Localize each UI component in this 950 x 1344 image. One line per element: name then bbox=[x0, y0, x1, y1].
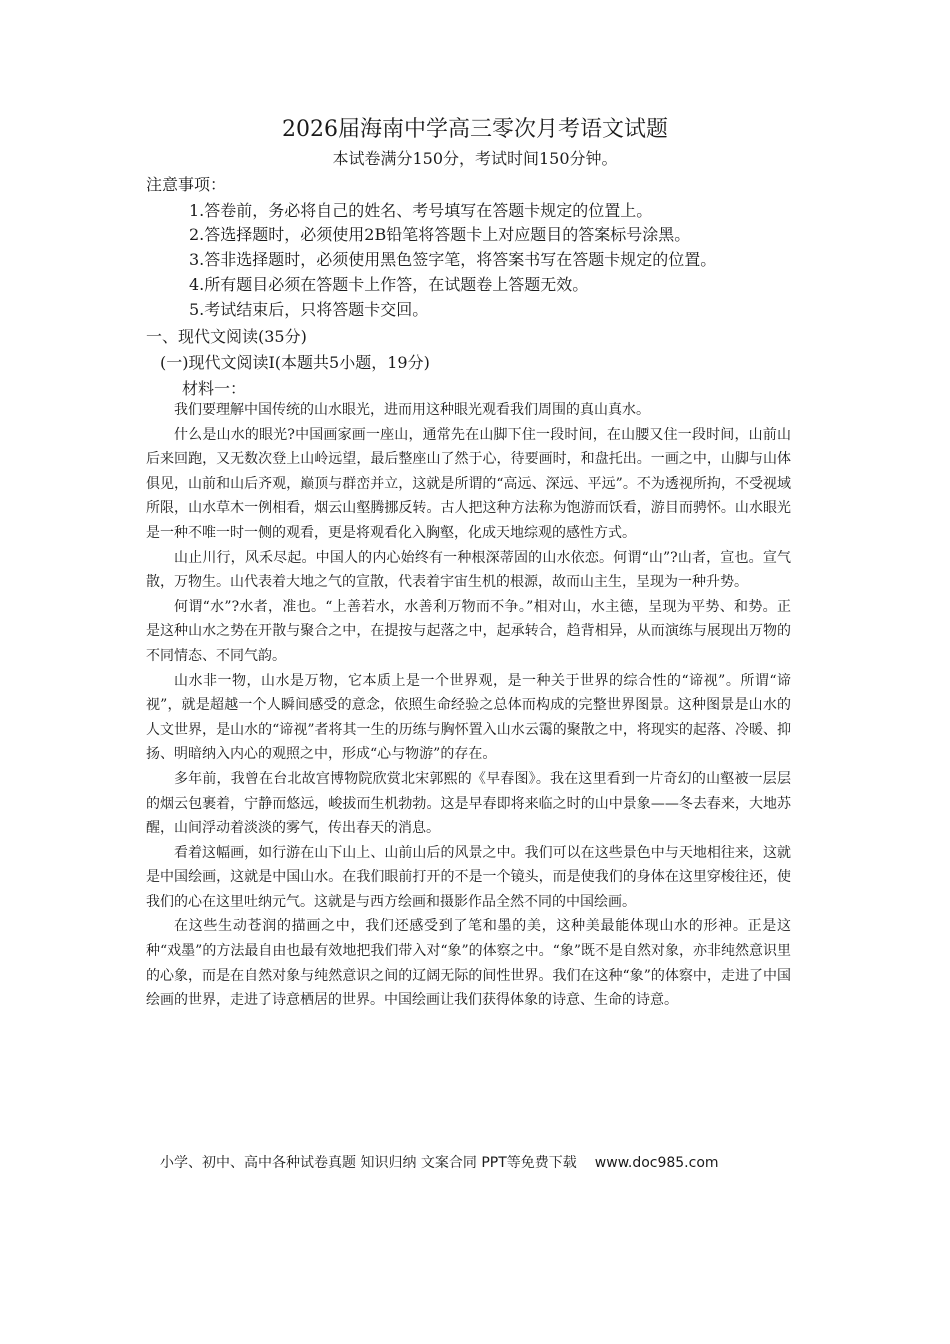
notice-item: 4.所有题目必须在答题卡上作答，在试题卷上答题无效。 bbox=[189, 275, 589, 294]
reading-passage bbox=[146, 398, 791, 1013]
passage-paragraph: 多年前，我曾在台北故宫博物院欣赏北宋郭熙的《早春图》。我在这里看到一片奇幻的山壑被一层层的烟云包裹着，宁静而悠远，峻拔而生机勃勃。这是早春即将来临之时的山中景象——冬去春来，大地苏醒，山间浮动着淡淡的雾气，传出春天的消息。 bbox=[146, 770, 791, 837]
page-footer bbox=[160, 1152, 719, 1172]
passage-paragraph: 在这些生动苍润的描画之中，我们还感受到了笔和墨的美，这种美最能体现山水的形神。正是这种“戏墨”的方法最自由也最有效地把我们带入对“象”的体察之中。“象”既不是自然对象，亦非纯然意识里的心象，而是在自然对象与纯然意识之间的辽阔无际的间性世界。我们在这种“象”的体察中，走进了中国绘画的世界，走进了诗意栖居的世界。中国绘画让我们获得体象的诗意、生命的诗意。 bbox=[146, 918, 791, 1009]
passage-paragraph: 看着这幅画，如行游在山下山上、山前山后的风景之中。我们可以在这些景色中与天地相往来，这就是中国绘画，这就是中国山水。在我们眼前打开的不是一个镜头，而是使我们的身体在这里穿梭往还，使我们的心在这里吐纳元气。这就是与西方绘画和摄影作品全然不同的中国绘画。 bbox=[146, 844, 791, 910]
footer-text: 小学、初中、高中各种试卷真题 知识归纳 文案合同 PPT等免费下载 bbox=[160, 1155, 577, 1171]
exam-subtitle: 本试卷满分150分，考试时间150分钟。 bbox=[332, 149, 618, 168]
passage-paragraph: 何谓“水”?水者，准也。“上善若水，水善利万物而不争。”相对山，水主德，呈现为平势、和势。正是这种山水之势在开散与聚合之中，在提按与起落之中，起承转合，趋背相异，从而演练与展现出万物的不同情态、不同气韵。 bbox=[146, 598, 791, 664]
subsection-title: (一)现代文阅读Ⅰ(本题共5小题，19分) bbox=[160, 353, 430, 372]
notice-item: 3.答非选择题时，必须使用黑色签字笔，将答案书写在答题卡规定的位置。 bbox=[189, 250, 717, 269]
material-label: 材料一： bbox=[182, 379, 247, 398]
passage-paragraph: 什么是山水的眼光?中国画家画一座山，通常先在山脚下住一段时间，在山腰又住一段时间，山前山后来回跑，又无数次登上山岭远望，最后整座山了然于心，待要画时，和盘托出。一画之中，山脚与山体俱见，山前和山后齐观，巅顶与群峦并立，这就是所谓的“高远、深远、平远”。不为透视所拘，不受视域所限，山水草木一例相看，烟云山壑腾挪反转。古人把这种方法称为饱游而饫看，游目而骋怀。山水眼光是一种不唯一时一侧的观看，更是将观看化入胸壑，化成天地综观的感性方式。 bbox=[146, 426, 791, 541]
passage-paragraph: 山止川行，风禾尽起。中国人的内心始终有一种根深蒂固的山水依恋。何谓“山”?山者，宣也。宣气散，万物生。山代表着大地之气的宣散，代表着宇宙生机的根源，故而山主生，呈现为一种升势。 bbox=[146, 549, 791, 591]
passage-paragraph: 我们要理解中国传统的山水眼光，进而用这种眼光观看我们周围的真山真水。 bbox=[174, 402, 650, 418]
notice-item: 2.答选择题时，必须使用2B铅笔将答题卡上对应题目的答案标号涂黑。 bbox=[189, 225, 691, 244]
section-title: 一、现代文阅读(35分) bbox=[146, 327, 307, 346]
exam-title: 2026届海南中学高三零次月考语文试题 bbox=[282, 117, 668, 142]
notice-heading: 注意事项： bbox=[146, 175, 227, 194]
footer-url[interactable]: www.doc985.com bbox=[594, 1155, 719, 1171]
notice-item: 1.答卷前，务必将自己的姓名、考号填写在答题卡规定的位置上。 bbox=[189, 201, 653, 220]
passage-paragraph: 山水非一物，山水是万物，它本质上是一个世界观，是一种关于世界的综合性的“谛视”。所谓“谛视”，就是超越一个人瞬间感受的意念，依照生命经验之总体而构成的完整世界图景。这种图景是山水的人文世界，是山水的“谛视”者将其一生的历练与胸怀置入山水云霭的聚散之中，将现实的起落、冷暖、抑扬、明暗纳入内心的观照之中，形成“心与物游”的存在。 bbox=[146, 672, 791, 763]
notice-item: 5.考试结束后，只将答题卡交回。 bbox=[189, 300, 429, 319]
